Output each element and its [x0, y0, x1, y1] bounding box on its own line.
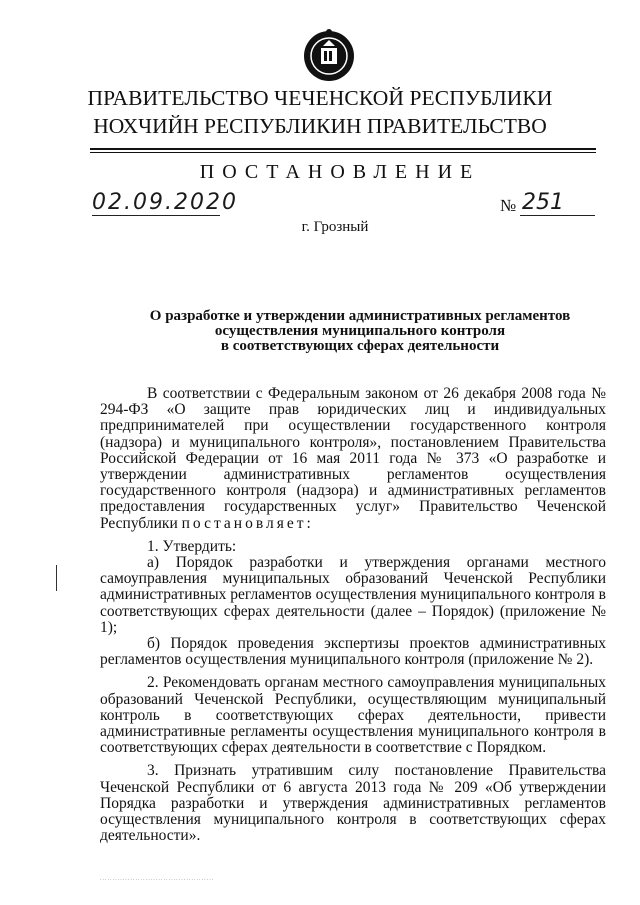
footer-file-path-mark: · · · · · · · · · · · · · · · · · · · · · · · · · · · · · · · · · · · · · · · · · · · · · — [100, 877, 214, 882]
preamble-paragraph — [100, 386, 606, 532]
margin-mark — [56, 565, 57, 591]
postanovlyaet-word: постановляет: — [181, 514, 314, 532]
issuing-city: г. Грозный — [301, 219, 369, 235]
title-line: в соответствующих сферах деятельности — [220, 338, 500, 354]
date-underline — [92, 215, 220, 216]
item-2: 2. Рекомендовать органам местного самоуправления муниципальных образований Чеченской Республики, осуществляющим муниципальный контроль в соответствующих сферах деятельности, привести административные регламенты осуществления муниципального контроля в соответствующих сферах деятельности в соответствие с Порядком. — [100, 674, 606, 757]
document-type: ПОСТАНОВЛЕНИЕ — [199, 161, 481, 183]
document-number: 251 — [522, 190, 564, 215]
government-name-chechen: НОХЧИЙН РЕСПУБЛИКИН ПРАВИТЕЛЬСТВО — [93, 114, 547, 138]
document-title — [100, 309, 620, 354]
preamble-text: В соответствии с Федеральным законом от 26 декабря 2008 года № 294-ФЗ «О защите прав юридических лиц и индивидуальных предпринимателей при осуществлении государственного контроля (надзора) и муниципального контроля», постановлением Правительства Российской Федерации от 16 мая 2011 года № 373 «О разработке и утверждении административных регламентов осуществления государственного контроля (надзора) и административных регламентов предоставления государственных услуг» Правительство Чеченской Республики — [100, 385, 606, 532]
header-divider-thick — [90, 148, 596, 150]
item-1: 1. Утвердить: — [147, 537, 237, 555]
item-1b: б) Порядок проведения экспертизы проектов административных регламентов осуществления муниципального контроля (приложение № 2). — [100, 635, 606, 669]
title-line: осуществления муниципального контроля — [214, 323, 506, 339]
document-number-label: № — [500, 196, 517, 215]
government-name-russian: ПРАВИТЕЛЬСТВО ЧЕЧЕНСКОЙ РЕСПУБЛИКИ — [87, 86, 553, 110]
item-3: 3. Признать утратившим силу постановление Правительства Чеченской Республики от 6 августа 2013 года № 209 «Об утверждении Порядка разработки и утверждения административных регламентов осуществления муниципального контроля в соответствующих сферах деятельности». — [100, 762, 606, 845]
document-date: 02.09.2020 — [92, 190, 238, 215]
title-line: О разработке и утверждении административных регламентов — [149, 308, 571, 324]
document-body — [100, 386, 606, 844]
item-1a: а) Порядок разработки и утверждения органами местного самоуправления муниципальных образований Чеченской Республики административных регламентов осуществления муниципального контроля в соответствующих сферах деятельности (далее – Порядок) (приложение № 1); — [100, 554, 606, 636]
header-divider-thin — [90, 152, 596, 153]
number-underline — [520, 215, 595, 216]
chechen-republic-emblem-icon — [302, 26, 356, 84]
